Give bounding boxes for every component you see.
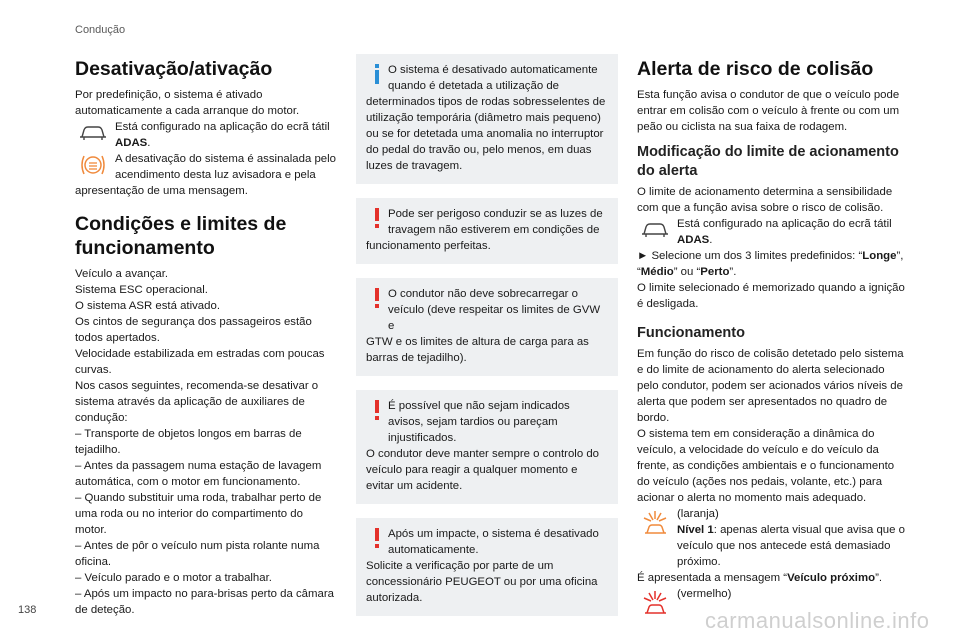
paragraph-default-activation: Por predefinição, o sistema é ativado automaticamente a cada arranque do motor. — [75, 89, 300, 118]
warning-icon — [366, 286, 388, 334]
paragraph-adas-config: Está configurado na aplicação do ecrã tátil ADAS. — [115, 121, 330, 150]
list-item: – Quando substituir uma roda, trabalhar perto de uma roda ou no interior do compartimento do motor. — [75, 492, 322, 537]
warning-note: O condutor não deve sobrecarregar o veículo (deve respeitar os limites de GVW e GTW e os limites de altura de carga para as barras de tejadilho). — [356, 278, 618, 376]
column-middle — [356, 54, 618, 630]
list-item: – Veículo parado e o motor a trabalhar. — [75, 572, 272, 585]
option-perto: Perto — [700, 265, 730, 278]
aeb-warning-light-icon — [75, 151, 111, 179]
paragraph-system-considerations: O sistema tem em consideração a dinâmica do veículo, a velocidade do veículo e do veículo da frente, as condições ambientais e o funcionamento do veículo (ações nos pedais, volante, etc.) para acionar o alerta no momento mais adequado. — [637, 427, 895, 504]
heading-collision-alert: Alerta de risco de colisão — [637, 58, 874, 80]
paragraph-threshold-memorized: O limite selecionado é memorizado quando a ignição é desligada. — [637, 281, 905, 310]
paragraph-adas-config: Está configurado na aplicação do ecrã tátil ADAS. — [677, 217, 892, 246]
warning-note: Após um impacte, o sistema é desativado automaticamente. Solicite a verificação por parte de um concessionário PEUGEOT ou por uma oficina autorizada. — [356, 518, 618, 616]
list-item: – Transporte de objetos longos em barras de tejadilho. — [75, 428, 302, 457]
paragraph-alert-intro: Esta função avisa o condutor de que o veículo pode entrar em colisão com o veículo à frente ou com um peão ou ciclista na sua faixa de rodagem. — [637, 89, 900, 134]
warning-light-row — [75, 151, 337, 183]
info-note: O sistema é desativado automaticamente quando é detetada a utilização de determinados tipos de rodas sobresselentes de utilização temporária (diâmetro mais pequeno) ou se for detetada uma anomalia no interruptor do pedal do travão ou, pelo menos, em duas luzes de travagem. — [356, 54, 618, 184]
heading-operation: Funcionamento — [637, 324, 745, 341]
list-item: Velocidade estabilizada em estradas com poucas curvas. — [75, 348, 325, 377]
list-item: Sistema ESC operacional. — [75, 284, 208, 297]
option-medio: Médio — [640, 265, 674, 278]
conditions-list — [75, 266, 337, 618]
list-item: – Após um impacto no para-brisas perto da câmara de deteção. — [75, 588, 334, 617]
level1-label: Nível 1 — [677, 523, 714, 536]
color-label-orange: (laranja) — [677, 507, 719, 520]
paragraph-deactivation-message: apresentação de uma mensagem. — [75, 185, 248, 198]
paragraph-vehicle-close-message: É apresentada a mensagem “Veículo próximo”. — [637, 571, 883, 584]
warning-icon — [366, 398, 388, 446]
level1-row — [637, 506, 907, 570]
list-item: Os cintos de segurança dos passageiros estão todos apertados. — [75, 316, 312, 345]
paragraph-level1: Nível 1: apenas alerta visual que avisa que o veículo que nos antecede está demasiado próximo. — [677, 523, 905, 568]
adas-label: ADAS — [677, 233, 710, 246]
option-longe: Longe — [862, 249, 897, 262]
paragraph-select-threshold: ► Selecione um dos 3 limites predefinidos: “Longe”, “Médio” ou “Perto”. — [637, 249, 904, 278]
adas-label: ADAS — [115, 137, 148, 150]
warning-note: É possível que não sejam indicados avisos, sejam tardios ou pareçam injustificados. O condutor deve manter sempre o controlo do veículo para reagir a qualquer momento e evitar um acidente. — [356, 390, 618, 504]
list-item: – Antes da passagem numa estação de lavagem automática, com o motor em funcionamento. — [75, 460, 322, 489]
list-item: – Antes de pôr o veículo num pista rolante numa oficina. — [75, 540, 320, 569]
car-icon — [75, 119, 111, 147]
heading-conditions: Condições e limites de funcionamento — [75, 213, 287, 259]
message-vehicle-close: Veículo próximo — [787, 571, 876, 584]
warning-icon — [366, 206, 388, 238]
info-icon — [366, 62, 388, 94]
page-header-section: Condução — [75, 24, 126, 36]
color-label-red: (vermelho) — [677, 587, 732, 600]
heading-threshold-modification: Modificação do limite de acionamento do alerta — [637, 144, 899, 179]
collision-alert-orange-icon — [637, 506, 673, 540]
paragraph-deactivation-signal: A desativação do sistema é assinalada pelo acendimento desta luz avisadora e pela — [115, 153, 336, 182]
adas-config-row — [75, 119, 337, 151]
list-item: O sistema ASR está ativado. — [75, 300, 220, 313]
column-right — [637, 58, 907, 620]
page-number: 138 — [18, 604, 37, 616]
list-item: Nos casos seguintes, recomenda-se desativar o sistema através da aplicação de auxiliares de condução: — [75, 380, 319, 425]
car-icon — [637, 216, 673, 244]
paragraph-threshold-definition: O limite de acionamento determina a sensibilidade com que a função avisa sobre o risco de colisão. — [637, 185, 893, 214]
column-left — [75, 58, 337, 618]
list-item: Veículo a avançar. — [75, 268, 169, 281]
heading-deactivation: Desativação/ativação — [75, 58, 273, 80]
warning-icon — [366, 526, 388, 558]
watermark: carmanualsonline.info — [705, 608, 930, 633]
adas-config-row — [637, 216, 907, 248]
collision-alert-red-icon — [637, 586, 673, 620]
warning-note: Pode ser perigoso conduzir se as luzes de travagem não estiverem em condições de funcionamento perfeitas. — [356, 198, 618, 264]
paragraph-alert-levels: Em função do risco de colisão detetado pelo sistema e do limite de acionamento do alerta selecionado pelo condutor, podem ser acionados vários níveis de alerta que podem ser apresentados no quadro de bordo. — [637, 347, 904, 424]
